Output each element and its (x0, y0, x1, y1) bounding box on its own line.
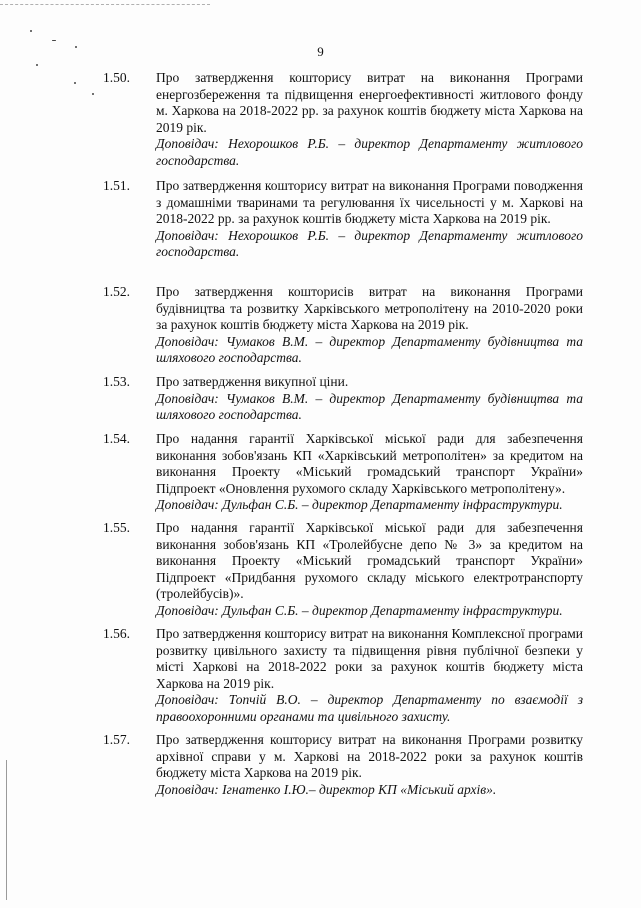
item-body (156, 431, 583, 514)
scan-speck (74, 82, 76, 84)
item-number: 1.53. (103, 374, 130, 389)
item-title: Про затвердження кошторису витрат на виконання Комплексної програми розвитку цивільного захисту та підвищення рівня публічної безпеки у місті Харкові на 2018-2022 роки за рахунок коштів бюджету міста Харкова на 2019 рік. (156, 626, 583, 691)
item-title: Про затвердження кошторису витрат на виконання Програми енергозбереження та підвищення енергоефективності житлового фонду м. Харкова на 2018-2022 рр. за рахунок коштів бюджету міста Харкова на 2019 рік. (156, 70, 583, 135)
item-speaker: Доповідач: Дульфан С.Б. – директор Департаменту інфраструктури. (156, 602, 563, 618)
item-speaker: Доповідач: Ігнатенко І.Ю.– директор КП «Міський архів». (156, 781, 497, 797)
item-title: Про затвердження кошторису витрат на виконання Програми поводження з домашніми тваринами та регулювання їх чисельності у м. Харкові на 2018-2022 рр. за рахунок коштів бюджету міста Харкова на 2019 рік. (156, 178, 583, 227)
item-speaker: Доповідач: Нехорошков Р.Б. – директор Департаменту житлового господарства. (156, 136, 583, 168)
scan-speck (92, 93, 94, 95)
page-number: 9 (317, 44, 324, 59)
item-body (156, 374, 583, 424)
scan-edge-left (6, 760, 7, 900)
item-speaker: Доповідач: Чумаков В.М. – директор Департаменту будівництва та шляхового господарства. (156, 390, 583, 423)
item-body (156, 520, 583, 620)
item-number: 1.50. (103, 70, 130, 85)
scan-edge-top (0, 4, 210, 6)
item-number: 1.54. (103, 431, 130, 446)
scan-speck (52, 40, 56, 41)
item-number: 1.52. (103, 284, 130, 299)
item-title: Про затвердження викупної ціни. (156, 374, 349, 389)
item-speaker: Доповідач: Дульфан С.Б. – директор Департаменту інфраструктури. (156, 497, 563, 513)
item-body (156, 732, 583, 798)
item-number: 1.51. (103, 178, 130, 193)
scan-speck (30, 30, 32, 32)
item-body (156, 70, 583, 170)
item-title: Про надання гарантії Харківської міської ради для забезпечення виконання зобов'язань КП «Харківський метрополітен» за кредитом на виконання Проекту «Міський громадський транспорт України» Підпроект «Оновлення рухомого складу Харківського метрополітену». (156, 431, 583, 496)
item-speaker: Доповідач: Топчій В.О. – директор Департаменту по взаємодії з правоохоронними органами та цивільного захисту. (156, 692, 583, 724)
item-title: Про затвердження кошторисів витрат на виконання Програми будівництва та розвитку Харківського метрополітену на 2010-2020 роки за рахунок коштів бюджету міста Харкова на 2019 рік. (156, 284, 583, 333)
item-number: 1.57. (103, 732, 130, 747)
item-number: 1.55. (103, 520, 130, 535)
item-number: 1.56. (103, 626, 130, 641)
item-body (156, 626, 583, 726)
item-title: Про затвердження кошторису витрат на виконання Програми розвитку архівної справи у м. Харкові на 2018-2022 роки за рахунок коштів бюджету міста Харкова на 2019 рік. (156, 732, 583, 781)
item-body (156, 284, 583, 367)
item-title: Про надання гарантії Харківської міської ради для забезпечення виконання зобов'язань КП «Тролейбусне депо № 3» за кредитом на виконання Проекту «Міський громадський транспорт України» Підпроект «Придбання рухомого складу міського електротранспорту (тролейбусів)». (156, 520, 583, 602)
scan-speck (36, 64, 38, 66)
item-speaker: Доповідач: Чумаков В.М. – директор Департаменту будівництва та шляхового господарства. (156, 333, 583, 366)
item-body (156, 178, 583, 261)
item-speaker: Доповідач: Нехорошков Р.Б. – директор Департаменту житлового господарства. (156, 227, 583, 260)
